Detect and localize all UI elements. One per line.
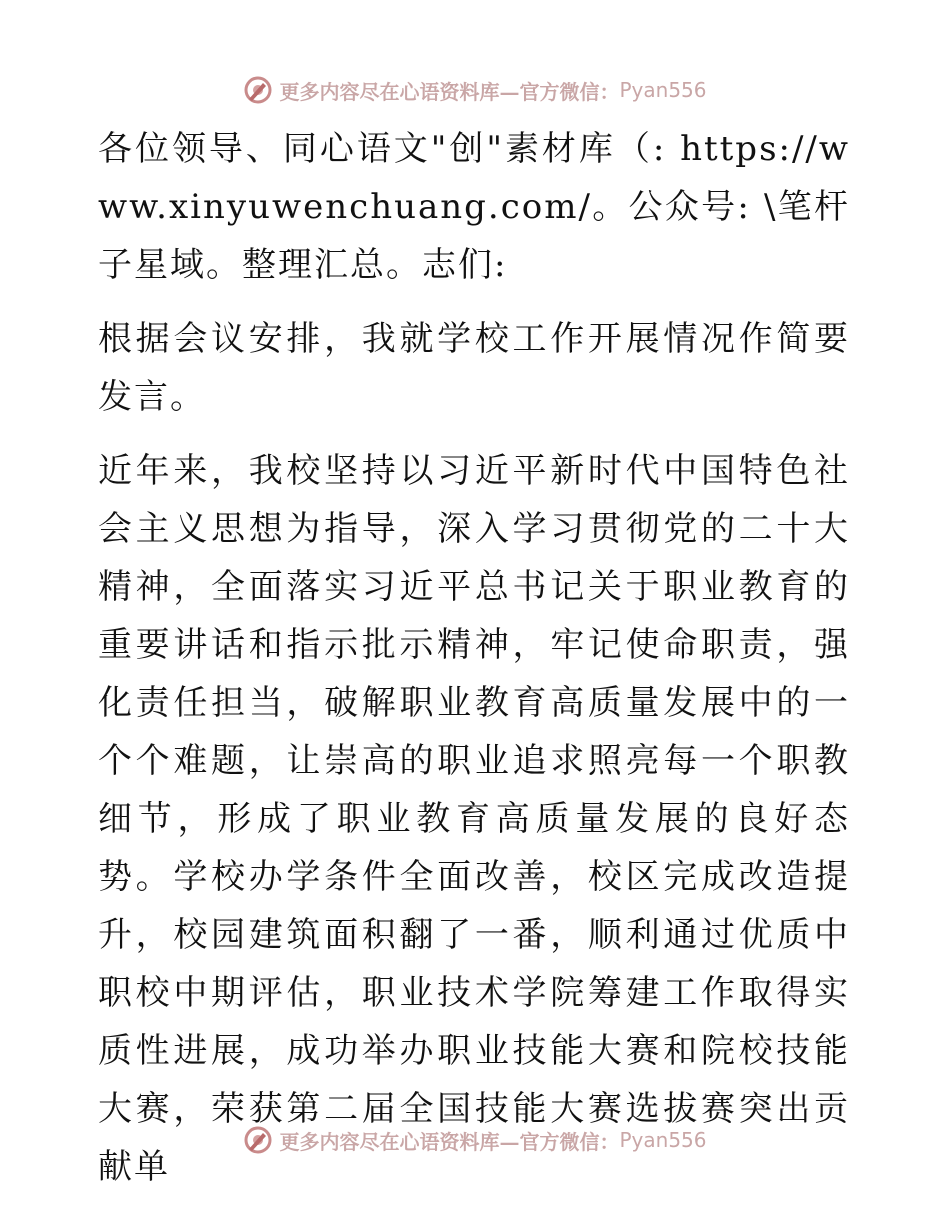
- paragraph-achievements: 近年来，我校坚持以习近平新时代中国特色社会主义思想为指导，深入学习贯彻党的二十大精神，全面落实习近平总书记关于职业教育的重要讲话和指示批示精神，牢记使命职责，强化责任担当，破解职业教育高质量发展中的一个个难题，让崇高的职业追求照亮每一个职教细节，形成了职业教育高质量发展的良好态势。学校办学条件全面改善，校区完成改造提升，校园建筑面积翻了一番，顺利通过优质中职校中期评估，职业技术学院筹建工作取得实质性进展，成功举办职业技能大赛和院校技能大赛，荣获第二届全国技能大赛选拔赛突出贡献单: [98, 451, 850, 1187]
- paragraph-intro: 各位领导、同心语文"创"素材库（: https://www.xinyuwenchuang.com/。公众号: \笔杆子星域。整理汇总。志们:: [98, 129, 850, 285]
- header-watermark-banner: [0, 70, 950, 110]
- banner-text: 更多内容尽在心语资料库—官方微信：: [279, 79, 620, 104]
- footer-watermark-banner: [0, 1120, 950, 1160]
- document-body: [98, 120, 850, 1196]
- banner-text: 更多内容尽在心语资料库—官方微信：: [279, 1129, 620, 1154]
- quill-seal-icon: [243, 1125, 273, 1155]
- banner-wechat-id: Pyan556: [619, 78, 707, 102]
- quill-seal-icon: [243, 75, 273, 105]
- paragraph-arrangement: 根据会议安排，我就学校工作开展情况作简要发言。: [98, 319, 850, 417]
- banner-wechat-id: Pyan556: [619, 1128, 707, 1152]
